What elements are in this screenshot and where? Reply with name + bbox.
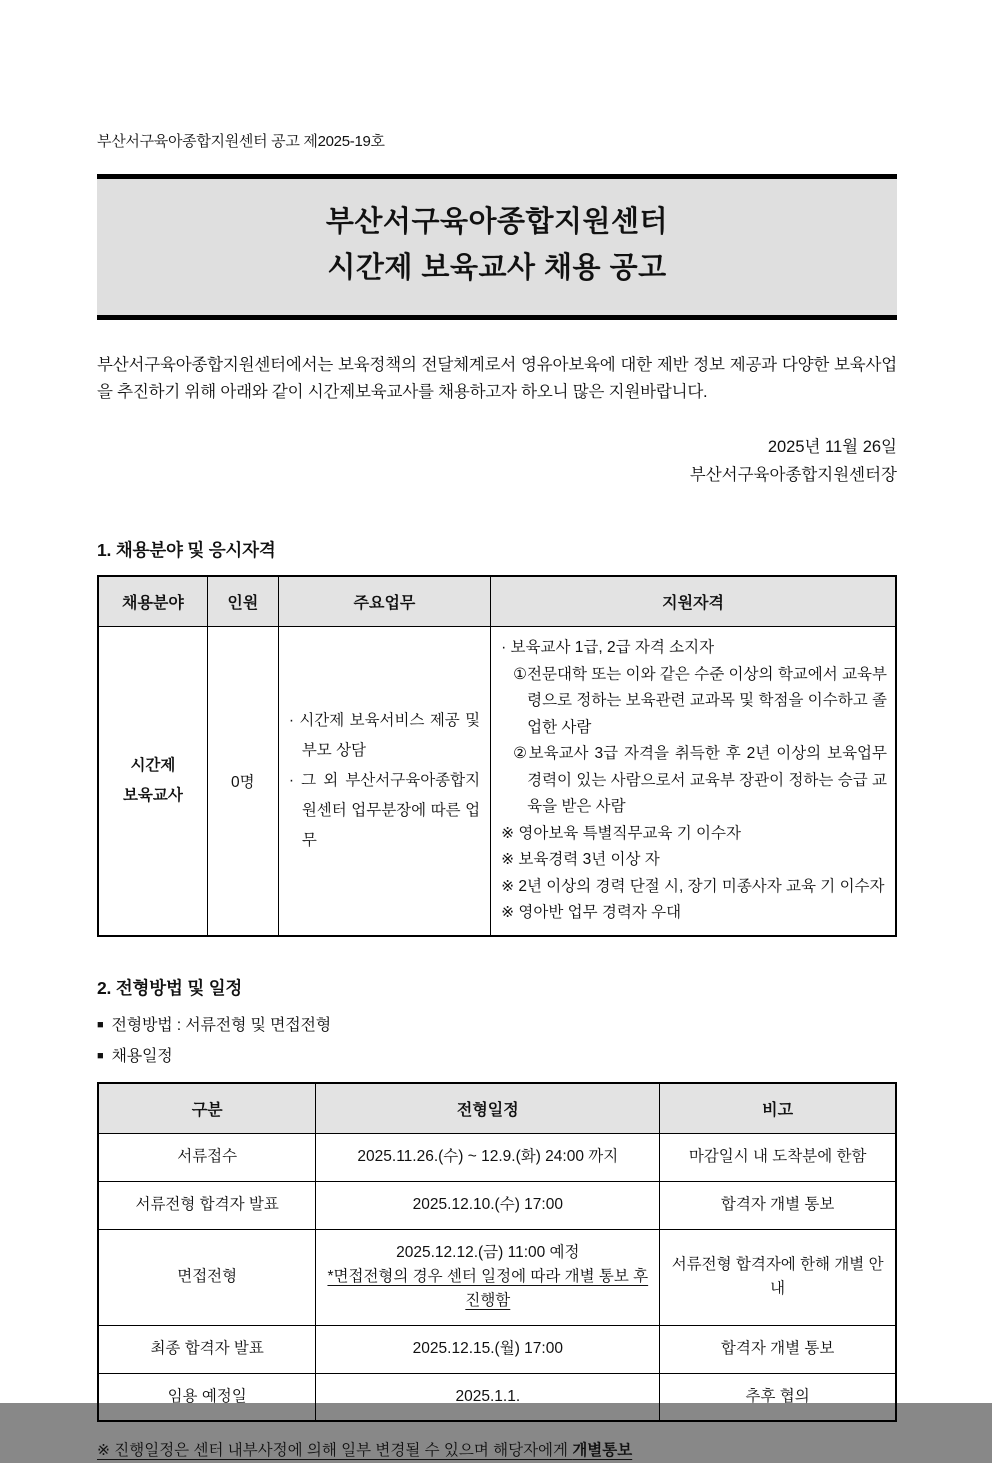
table-row-document-submission — [98, 1133, 896, 1181]
cell-label: 서류접수 — [98, 1133, 316, 1181]
recruit-field-line-1: 시간제 — [99, 751, 207, 781]
interview-schedule-note: *면접전형의 경우 센터 일정에 따라 개별 통보 후 진행함 — [320, 1265, 655, 1313]
schedule-header-category: 구분 — [98, 1083, 316, 1134]
square-bullet-icon: ■ — [97, 1019, 103, 1031]
qualification-item: ※ 영아보육 특별직무교육 기 이수자 — [501, 821, 887, 848]
square-bullet-icon: ■ — [97, 1050, 103, 1062]
cell-schedule — [316, 1229, 660, 1325]
cell-schedule: 2025.1.1. — [316, 1373, 660, 1421]
recruit-table-row — [98, 627, 896, 936]
section-recruit-field — [97, 537, 897, 937]
cell-qualifications — [491, 627, 896, 936]
recruit-header-field: 채용분야 — [98, 576, 207, 627]
issuer-name: 부산서구육아종합지원센터장 — [97, 461, 897, 489]
cell-label: 최종 합격자 발표 — [98, 1325, 316, 1373]
recruit-header-qualification: 지원자격 — [491, 576, 896, 627]
schedule-footnote — [97, 1439, 897, 1463]
issue-date: 2025년 11월 26일 — [97, 433, 897, 461]
qualification-item: ※ 보육경력 3년 이상 자 — [501, 847, 887, 874]
footnote-bold-text: 개별통보 — [572, 1442, 632, 1459]
cell-label: 서류전형 합격자 발표 — [98, 1181, 316, 1229]
section1-heading: 1. 채용분야 및 응시자격 — [97, 537, 897, 562]
schedule-table — [97, 1082, 897, 1423]
cell-note: 마감일시 내 도착분에 한함 — [660, 1133, 896, 1181]
bullet-recruit-schedule — [97, 1041, 897, 1072]
schedule-table-header-row — [98, 1083, 896, 1134]
intro-paragraph: 부산서구육아종합지원센터에서는 보육정책의 전달체계로서 영유아보육에 대한 제반 정보 제공과 다양한 보육사업을 추진하기 위해 아래와 같이 시간제보육교사를 채용하고자 하오니 많은 지원바랍니다. — [97, 352, 897, 406]
section-selection-schedule — [97, 975, 897, 1463]
duty-item: · 시간제 보육서비스 제공 및 부모 상담 — [289, 706, 480, 766]
table-row-interview — [98, 1229, 896, 1325]
cell-note: 서류전형 합격자에 한해 개별 안내 — [660, 1229, 896, 1325]
qualification-item: ①전문대학 또는 이와 같은 수준 이상의 학교에서 교육부령으로 정하는 보육관련 교과목 및 학점을 이수하고 졸업한 사람 — [501, 662, 887, 742]
schedule-header-note: 비고 — [660, 1083, 896, 1134]
qualification-item: · 보육교사 1급, 2급 자격 소지자 — [501, 635, 887, 662]
bullet-selection-method — [97, 1010, 897, 1041]
qualification-item: ②보육교사 3급 자격을 취득한 후 2년 이상의 보육업무 경력이 있는 사람으로서 교육부 장관이 정하는 승급 교육을 받은 사람 — [501, 741, 887, 821]
table-row-final-pass-announcement — [98, 1325, 896, 1373]
notice-number: 부산서구육아종합지원센터 공고 제2025-19호 — [97, 130, 897, 151]
cell-schedule: 2025.12.10.(수) 17:00 — [316, 1181, 660, 1229]
cell-note: 추후 협의 — [660, 1373, 896, 1421]
recruit-field-line-2: 보육교사 — [99, 781, 207, 811]
recruit-table — [97, 575, 897, 937]
cell-note: 합격자 개별 통보 — [660, 1181, 896, 1229]
table-row-appointment-date — [98, 1373, 896, 1421]
cell-headcount: 0명 — [207, 627, 278, 936]
table-row-document-pass-announcement — [98, 1181, 896, 1229]
recruit-header-headcount: 인원 — [207, 576, 278, 627]
section2-heading: 2. 전형방법 및 일정 — [97, 975, 897, 1000]
recruit-table-header-row — [98, 576, 896, 627]
cell-recruit-field — [98, 627, 207, 936]
cell-schedule: 2025.11.26.(수) ~ 12.9.(화) 24:00 까지 — [316, 1133, 660, 1181]
bullet-selection-method-label: 전형방법 : 서류전형 및 면접전형 — [111, 1017, 331, 1034]
footnote-text: ※ 진행일정은 센터 내부사정에 의해 일부 변경될 수 있으며 해당자에게 — [97, 1442, 572, 1459]
document-title-line-2: 시간제 보육교사 채용 공고 — [97, 245, 897, 291]
qualification-item: ※ 2년 이상의 경력 단절 시, 장기 미종사자 교육 기 이수자 — [501, 874, 887, 901]
qualification-item: ※ 영아반 업무 경력자 우대 — [501, 900, 887, 927]
cell-note: 합격자 개별 통보 — [660, 1325, 896, 1373]
date-block — [97, 433, 897, 489]
interview-schedule-text: 2025.12.12.(금) 11:00 예정 — [396, 1244, 579, 1261]
bullet-recruit-schedule-label: 채용일정 — [111, 1048, 172, 1065]
cell-schedule: 2025.12.15.(월) 17:00 — [316, 1325, 660, 1373]
document-title-line-1: 부산서구육아종합지원센터 — [97, 199, 897, 245]
cell-label: 임용 예정일 — [98, 1373, 316, 1421]
cell-duties — [278, 627, 490, 936]
cell-label: 면접전형 — [98, 1229, 316, 1325]
duty-item: · 그 외 부산서구육아종합지원센터 업무분장에 따른 업무 — [289, 766, 480, 856]
title-box — [97, 174, 897, 320]
schedule-header-schedule: 전형일정 — [316, 1083, 660, 1134]
recruit-header-duties: 주요업무 — [278, 576, 490, 627]
